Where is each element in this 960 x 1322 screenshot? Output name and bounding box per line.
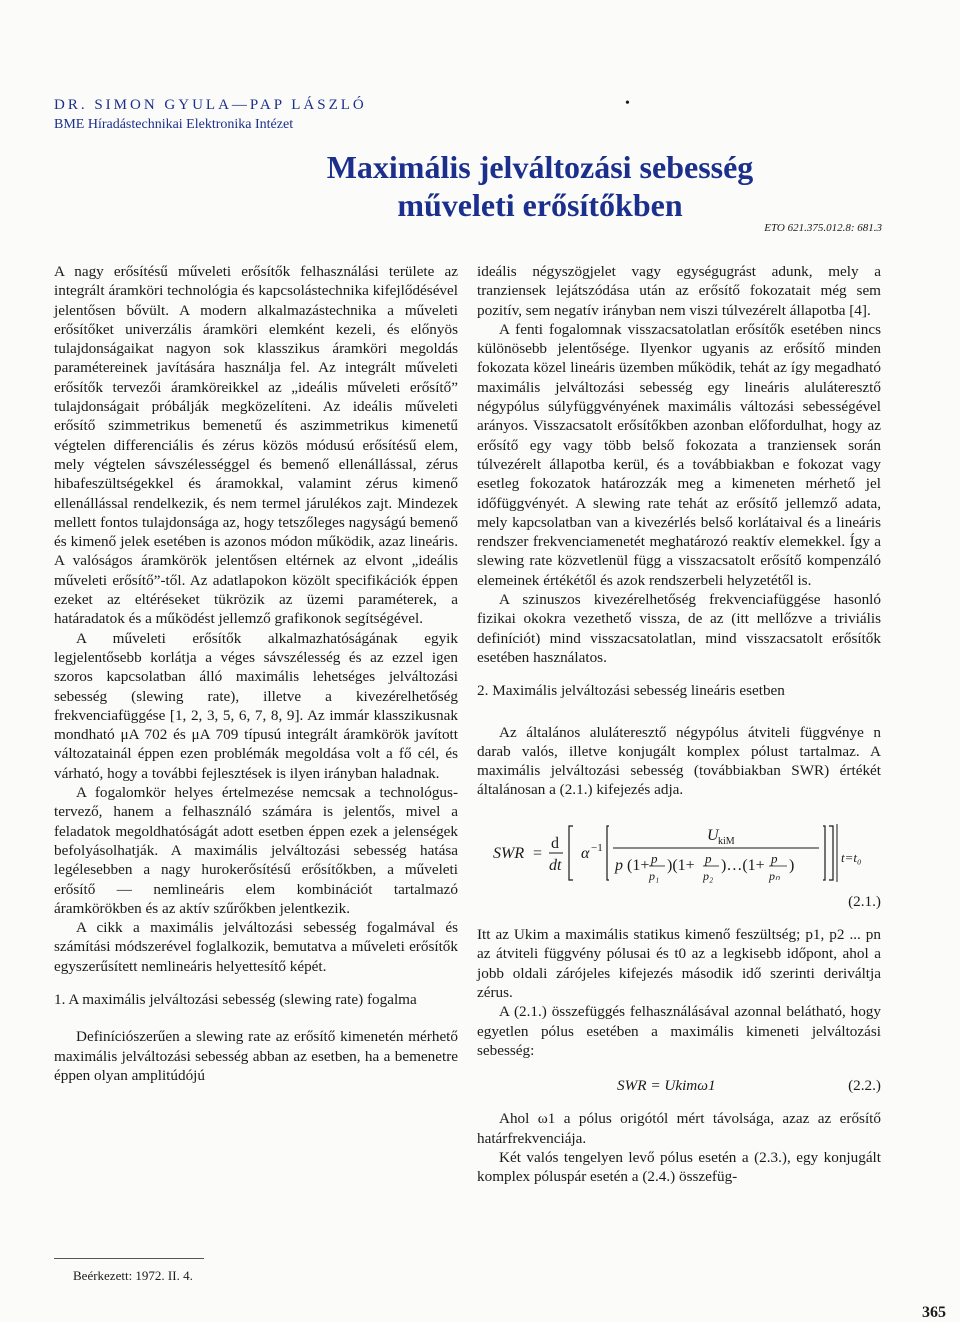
svg-text:(1+: (1+ <box>627 856 650 874</box>
authors: DR. SIMON GYULA—PAP LÁSZLÓ <box>54 97 367 113</box>
paragraph: A fenti fogalomnak visszacsatolatlan erősítők esetében nincs különösebb jelentősége. Ilyenkor ugyanis az erősítő minden fokozata közel lineáris üzemben működik, tehát az így megadható maximális jelváltozási sebesség egy lineáris aluláteresztő négypólus súlyfüggvényének maximális változási sebességével arányos. Visszacsatolt erősítőkben azonban előfordulhat, hogy az erősítő egy vagy több belső fokozata a tranziensek során túlvezérelt állapotba kerül, és a továbbiakban e fokozat vagy esetleg fokozatok határozzák meg a kimeneten mérhető jel időfüggvényét. A slewing rate tehát az erősítő jellemző adata, mely kapcsolatban van a kivezérlés belső korlátaival és a lineáris rendszer frekvenciamenetét meghatározó reaktív elemekkel. Így a slewing rate közvetlenül függ a visszacsatolt erősítő kompenzáló elemeinek értékétől és azok rendszerbeli helyzetétől is. <box>477 320 881 589</box>
paragraph: A nagy erősítésű műveleti erősítők felhasználási területe az integrált áramköri technológia és kapcsolástechnika kifejlődésével jelentősen bővült. A modern alkalmazástechnika a műveleti erősítőket univerzális áramköri elemként kezeli, és előnyös tulajdonságaikat nagyon sok klasszikus áramköri megoldás paramétereinek javítására használja fel. Az integrált műveleti erősítők tervezői áramköreikkel az „ideális műveleti erősítő” tulajdonságait próbálják megközelíteni. Az ideális műveleti erősítő szimmetrikus bemenetű és aszimmetrikus kimenetű végtelen differenciális és zérus közös módusú erősítésű elem, mely végtelen sávszélességgel és bemenő ellenállással, zérus hibafeszültségekkel és áramokkal, valamint zérus kimenő ellenállással rendelkezik, és nem termel járulékos zajt. Mindezek mellett fontos tulajdonsága az, hogy tetszőleges nagyságú bemenő és kimenő jelek esetében is azonos módon működik, azaz lineáris. A valóságos áramkörök jelentősen eltérnek az elvont „ideális műveleti erősítő”-től. Az adatlapokon közölt specifikációk éppen ezeket az eltéréseket tükrözik az üzemi paraméterek, a határadatok és a működést jellemző grafikonok segítségével. <box>54 263 458 628</box>
page-number: 365 <box>922 1304 946 1321</box>
title-line-2: műveleti erősítőkben <box>397 187 683 223</box>
paragraph: A (2.1.) összefüggés felhasználásával azonnal belátható, hogy egyetlen pólus esetében a maximális kimeneti jelváltozási sebesség: <box>477 1003 881 1059</box>
svg-text:p: p <box>771 850 778 866</box>
section-heading-2: 2. Maximális jelváltozási sebesség lineáris esetben <box>477 682 785 700</box>
svg-text:t=t₀: t=t₀ <box>841 849 862 865</box>
institute: BME Híradástechnikai Elektronika Intézet <box>54 117 294 132</box>
udc-code: ETO 621.375.012.8: 681.3 <box>764 222 882 234</box>
paragraph: Az általános aluláteresztő négypólus átviteli függvénye n darab valós, illetve konjugált komplex pólust tartalmaz. A maximális jelváltozási sebesség (továbbiakban SWR) értékét általánosan a (2.1.) kifejezés adja. <box>477 723 881 799</box>
svg-text:SWR: SWR <box>493 844 525 862</box>
equation-2-2 <box>477 1076 881 1095</box>
paragraph: A cikk a maximális jelváltozási sebesség fogalmával és számítási módszerével foglalkozik, bemutatva a műveleti erősítők egyszerűsített nemlineáris helyettesítő képét. <box>54 919 458 975</box>
section-heading-1: 1. A maximális jelváltozási sebesség (slewing rate) fogalma <box>54 990 417 1008</box>
svg-text:)…(1+: )…(1+ <box>721 856 765 874</box>
equation-2-2-body: SWR = Ukimω1 <box>617 1077 716 1095</box>
footnote-rule <box>54 1258 204 1259</box>
svg-text:): ) <box>789 856 795 874</box>
paragraph: A szinuszos kivezérelhetőség frekvenciafüggése hasonló fizikai okokra vezethető vissza, de az (itt mellőzve a triviális definíciót) mind visszacsatolatlan, mind visszacsatolt erősítők esetében használatos. <box>477 591 881 666</box>
svg-text:pₙ: pₙ <box>769 868 780 883</box>
svg-text:d: d <box>551 834 559 852</box>
article-title <box>280 148 800 224</box>
svg-text:p: p <box>615 856 623 874</box>
svg-text:p: p <box>651 850 658 866</box>
bullet-mark: • <box>625 96 630 111</box>
paragraph: Itt az Ukim a maximális statikus kimenő feszültség; p1, p2 ... pn az átviteli függvény pólusai és t0 az a legkisebb időpont, ahol a jobb oldali zárójeles kifejezés második idő szerinti deriváltja zérus. <box>477 926 881 1001</box>
svg-text:p₂: p₂ <box>703 868 714 883</box>
svg-text:=: = <box>533 844 543 862</box>
paragraph: A fogalomkör helyes értelmezése nemcsak a technológus-tervező, hanem a felhasználó számára is jelentős, mivel a feladatok megoldhatóságát adott esetben éppen ezek a jelenségek befolyásolhatják. A maximális jelváltozási sebesség hatása legélesebben a nagy hurokerősítésű erősítőkben, a műveleti erősítő — nemlineáris elem kombinációt tartalmazó áramkörökben és az aktív szűrőkben jelentkezik. <box>54 784 458 917</box>
svg-text:kiM: kiM <box>718 835 735 847</box>
svg-text:α: α <box>581 844 590 862</box>
svg-text:U: U <box>707 826 719 844</box>
svg-text:p: p <box>705 850 712 866</box>
equation-2-1-number: (2.1.) <box>848 892 881 910</box>
received-date: Beérkezett: 1972. II. 4. <box>73 1268 193 1283</box>
svg-text:dt: dt <box>549 856 562 874</box>
left-column <box>54 262 458 1085</box>
equation-2-1 <box>477 818 881 888</box>
paragraph: Két valós tengelyen levő pólus esetén a (2.3.), egy konjugált komplex póluspár esetén a (2.4.) összefüg- <box>477 1148 881 1186</box>
paragraph: A műveleti erősítők alkalmazhatóságának egyik legjelentősebb korlátja a véges sávszélesség és az ezzel igen szoros kapcsolatban álló maximális lehetséges jelváltozási sebesség (slewing rate), illetve a kivezérelhetőség frekvenciafüggése [1, 2, 3, 5, 6, 7, 8, 9]. Az immár klasszikusnak mondható μA 702 és μA 709 típusú integrált áramkörök javított változatainál éppen ezen problémák megoldása volt a fő cél, és várható, hogy a további fejlesztések is ilyen irányban haladnak. <box>54 629 458 782</box>
paragraph: Definíciószerűen a slewing rate az erősítő kimenetén mérhető maximális jelváltozási sebesség abban az esetben, ha a bemenetre éppen olyan amplitúdójú <box>54 1028 458 1084</box>
paragraph: ideális négyszögjelet vagy egységugrást adunk, mely a tranziensek lejátszódása után az erősítő fokozatait még sem pozitív, sem negatív irányban nem viszi túlvezérelt állapotba [4]. <box>477 263 881 319</box>
right-column <box>477 262 881 1187</box>
svg-text:−1: −1 <box>591 841 603 854</box>
svg-text:)(1+: )(1+ <box>667 856 695 874</box>
equation-2-1-graphic <box>489 818 869 888</box>
title-line-1: Maximális jelváltozási sebesség <box>326 149 754 185</box>
article-header <box>54 96 367 134</box>
equation-2-2-number: (2.2.) <box>848 1077 881 1095</box>
svg-text:p₁: p₁ <box>649 868 660 883</box>
paragraph: Ahol ω1 a pólus origótól mért távolsága, azaz az erősítő határfrekvenciája. <box>477 1110 881 1147</box>
